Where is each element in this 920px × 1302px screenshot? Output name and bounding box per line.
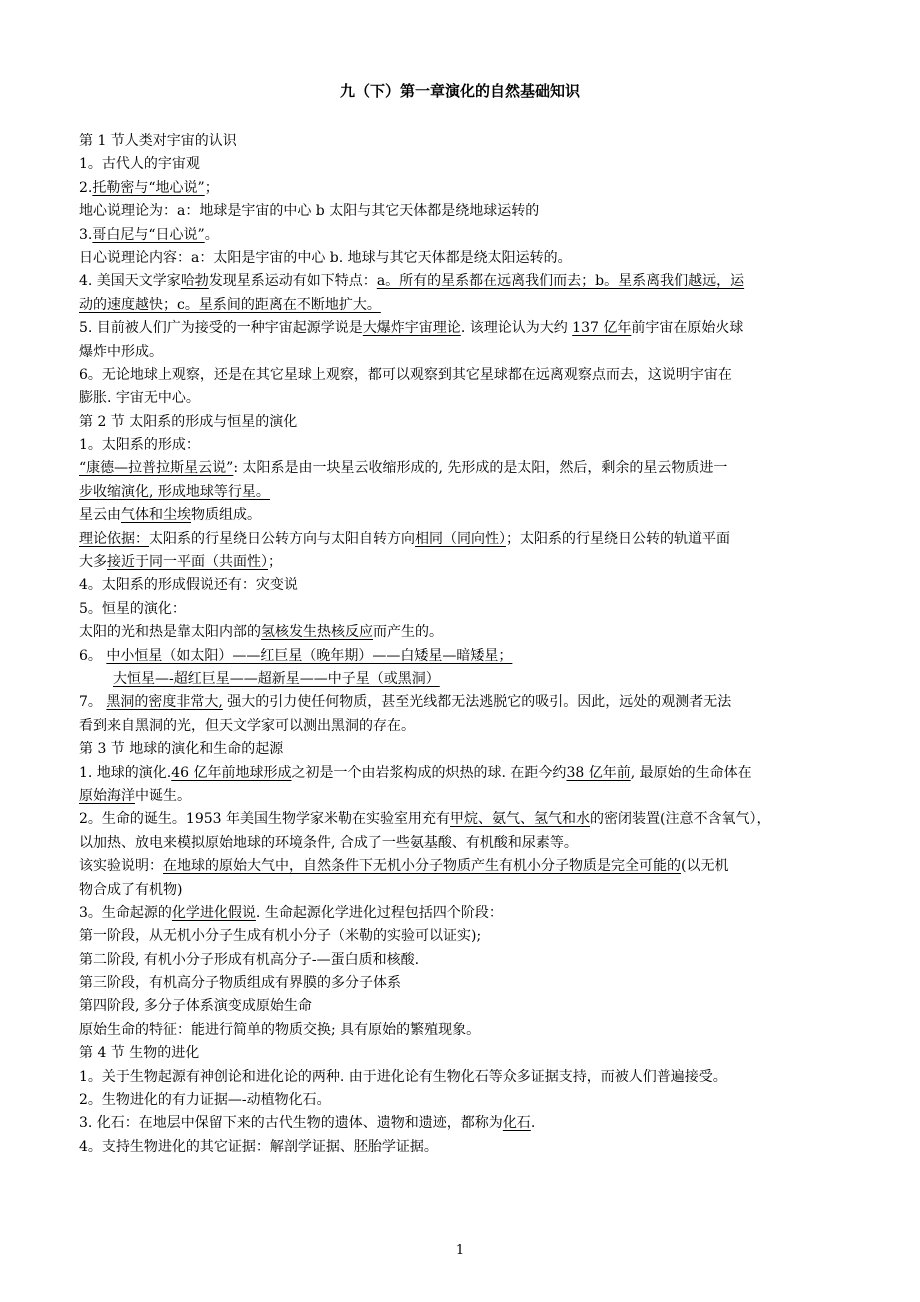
text-line — [79, 972, 841, 995]
text-segment: 1。关于生物起源有神创论和进化论的两种. 由于进化论有生物化石等众多证据支持，而被人们普遍接受。 — [79, 1068, 727, 1085]
text-segment: 3。生命起源的 — [79, 904, 172, 921]
text-line — [79, 855, 841, 878]
text-segment: 第 1 节人类对宇宙的认识 — [79, 133, 237, 149]
text-line — [79, 364, 841, 387]
text-segment: 强大的引力使任何物质，甚至光线都无法逃脱它的吸引。因此，远处的观测者无法 — [222, 694, 732, 711]
underlined-text: 38 亿年前 — [566, 764, 631, 781]
text-segment: 第 3 节 地球的演化和生命的起源 — [79, 741, 284, 758]
text-segment: 膨胀. 宇宙无中心。 — [79, 390, 200, 407]
text-segment: 以加热、放电来模拟原始地球的环境条件, 合成了一些氨基酸、有机酸和尿素等。 — [79, 834, 578, 851]
underlined-text: 甲烷、氨气、氢气和水 — [450, 811, 590, 828]
text-line — [79, 1066, 841, 1089]
text-line — [79, 457, 841, 480]
text-segment: 3. — [79, 226, 93, 243]
text-segment: 第一阶段，从无机小分子生成有机小分子（米勒的实验可以证实); — [79, 928, 482, 945]
text-segment: : 太阳系是由一块星云收缩形成的, 先形成的是太阳，然后，剩余的星云物质进一 — [233, 460, 728, 477]
text-segment: 地心说理论为：a：地球是宇宙的中心 b 太阳与其它天体都是绕地球运转的 — [79, 203, 540, 220]
document-title: 九（下）第一章演化的自然基础知识 — [339, 82, 580, 100]
text-line — [79, 621, 841, 644]
text-segment: 物合成了有机物) — [79, 881, 183, 898]
text-line — [79, 341, 841, 364]
text-line — [79, 270, 841, 293]
text-segment: 第二阶段, 有机小分子形成有机高分子-—蛋白质和核酸. — [79, 951, 420, 968]
text-segment: 第四阶段, 多分子体系演变成原始生命 — [79, 998, 312, 1015]
text-line — [79, 762, 841, 785]
text-segment: 4. 美国天文学家 — [79, 273, 181, 290]
text-line — [79, 504, 841, 527]
underlined-text: 步收缩演化, 形成地球等行星。 — [79, 483, 270, 500]
text-line — [79, 1019, 841, 1042]
text-segment: 3. 化石：在地层中保留下来的古代生物的遗体、遗物和遗迹，都称为 — [79, 1115, 503, 1132]
text-line — [79, 481, 841, 504]
text-segment: 该实验说明： — [79, 858, 163, 875]
text-line — [79, 598, 841, 621]
text-segment: 1。古代人的宇宙观 — [79, 156, 200, 173]
underlined-text: 化石 — [502, 1115, 531, 1132]
text-segment: 物质组成。 — [191, 507, 261, 524]
text-line — [79, 1042, 841, 1065]
text-line — [79, 785, 841, 808]
text-segment: . — [530, 1115, 536, 1132]
text-segment: 星云由 — [79, 507, 121, 524]
text-segment: 6。无论地球上观察，还是在其它星球上观察，都可以观察到其它星球都在远离观察点而去，这说明宇宙在 — [79, 366, 732, 383]
text-segment: . 该理论认为大约 — [460, 320, 573, 337]
text-line — [79, 224, 841, 247]
text-line — [79, 1136, 841, 1159]
text-segment: 太阳系的行星绕日公转方向与太阳自转方向 — [149, 530, 415, 547]
text-segment: 2。生命的诞生。1953 年美国生物学家米勒在实验室用充有 — [79, 811, 450, 828]
underlined-text: 中小恒星（如太阳）——红巨星（晚年期）——白矮星—暗矮星； — [106, 647, 513, 664]
underlined-text: 托勒密与“地心说” — [92, 179, 205, 196]
text-segment: 前宇宙在原始火球 — [631, 320, 744, 337]
underlined-text: 哈勃 — [180, 273, 209, 290]
underlined-text: 化学进化假说 — [171, 904, 256, 921]
text-segment: 2. — [79, 179, 93, 196]
text-line — [79, 668, 841, 691]
text-line — [79, 808, 841, 831]
text-segment: 7。 — [79, 694, 107, 711]
text-line — [79, 879, 841, 902]
underlined-text: 137 亿年 — [572, 320, 632, 337]
text-line — [79, 153, 841, 176]
text-segment: ； — [204, 179, 219, 196]
text-line — [79, 738, 841, 761]
text-line — [79, 411, 841, 434]
text-segment: 中诞生。 — [135, 787, 191, 804]
text-line — [79, 317, 841, 340]
underlined-text: a。所有的星系都在远离我们而去；b。星系离我们越远，运 — [376, 273, 745, 290]
text-segment: 5. 目前被人们广为接受的一种宇宙起源学说是 — [79, 320, 363, 337]
underlined-text: 理论依据： — [79, 530, 149, 547]
text-line — [79, 130, 841, 153]
text-line — [79, 949, 841, 972]
text-segment: ； — [268, 554, 282, 571]
text-line — [79, 902, 841, 925]
text-line — [79, 925, 841, 948]
text-segment: 2。生物进化的有力证据—-动植物化石。 — [79, 1092, 331, 1109]
text-segment: 之初是一个由岩浆构成的炽热的球. 在距今约 — [291, 764, 567, 781]
text-line — [79, 832, 841, 855]
text-segment: 5。恒星的演化： — [79, 600, 186, 617]
underlined-text: 黑洞的密度非常大, — [106, 694, 223, 711]
underlined-text: 原始海洋 — [79, 787, 135, 804]
text-line — [79, 574, 841, 597]
text-line — [79, 387, 841, 410]
text-segment: 发现星系运动有如下特点： — [208, 273, 377, 290]
text-line — [79, 691, 841, 714]
text-line — [79, 645, 841, 668]
underlined-text: 在地球的原始大气中，自然条件下无机小分子物质产生有机小分子物质是完全可能的 — [163, 858, 681, 875]
text-line — [79, 177, 841, 200]
text-segment: 日心说理论内容：a：太阳是宇宙的中心 b. 地球与其它天体都是绕太阳运转的。 — [79, 249, 572, 266]
text-segment: 1. 地球的演化. — [79, 764, 172, 781]
underlined-text: 接近于同一平面（共面性） — [107, 554, 268, 571]
page-number: 1 — [455, 1243, 465, 1258]
underlined-text: “康德—拉普拉斯星云说” — [79, 460, 234, 477]
text-line — [79, 551, 841, 574]
text-line — [79, 1112, 841, 1135]
text-line — [79, 528, 841, 551]
underlined-text: 哥白尼与“日心说” — [92, 226, 205, 243]
text-segment: 6。 — [79, 647, 107, 664]
text-segment: 大多 — [79, 554, 107, 571]
underlined-text: 大恒星—-超红巨星——超新星——中子星（或黑洞） — [113, 670, 440, 687]
text-segment: . 生命起源化学进化过程包括四个阶段： — [255, 904, 503, 921]
text-line — [79, 434, 841, 457]
text-segment: 1。太阳系的形成： — [79, 437, 200, 454]
text-segment: 。 — [204, 226, 219, 243]
text-segment: 4。支持生物进化的其它证据：解剖学证据、胚胎学证据。 — [79, 1138, 438, 1155]
text-segment: 爆炸中形成。 — [79, 343, 163, 360]
text-segment: ；太阳系的行星绕日公转的轨道平面 — [506, 530, 730, 547]
text-line — [79, 247, 841, 270]
text-segment: , 最原始的生命体在 — [630, 764, 752, 781]
underlined-text: 46 亿年前地球形成 — [171, 764, 292, 781]
text-line — [79, 995, 841, 1018]
underlined-text: 氢核发生热核反应 — [261, 624, 373, 641]
underlined-text: 动的速度越快；c。星系间的距离在不断地扩大。 — [79, 296, 381, 313]
text-segment: 看到来自黑洞的光，但天文学家可以测出黑洞的存在。 — [79, 717, 415, 734]
text-segment: 的密闭装置(注意不含氧气）， — [590, 811, 771, 828]
text-segment: 第 4 节 生物的进化 — [79, 1045, 200, 1062]
text-segment: 而产生的。 — [373, 624, 443, 641]
document-body — [79, 130, 841, 1159]
underlined-text: 相同（同向性） — [415, 530, 506, 547]
underlined-text: 大爆炸宇宙理论 — [362, 320, 461, 337]
text-segment: 第三阶段，有机高分子物质组成有界膜的多分子体系 — [79, 975, 401, 992]
text-line — [79, 1089, 841, 1112]
text-segment: (以无机 — [681, 858, 729, 875]
text-line — [79, 715, 841, 738]
text-line — [79, 200, 841, 223]
text-segment: 4。太阳系的形成假说还有：灾变说 — [79, 577, 298, 594]
underlined-text: 气体和尘埃 — [121, 507, 191, 524]
text-segment: 太阳的光和热是靠太阳内部的 — [79, 624, 261, 641]
text-segment: 原始生命的特征：能进行简单的物质交换; 具有原始的繁殖现象。 — [79, 1021, 481, 1038]
text-line — [79, 294, 841, 317]
text-segment: 第 2 节 太阳系的形成与恒星的演化 — [79, 413, 298, 430]
